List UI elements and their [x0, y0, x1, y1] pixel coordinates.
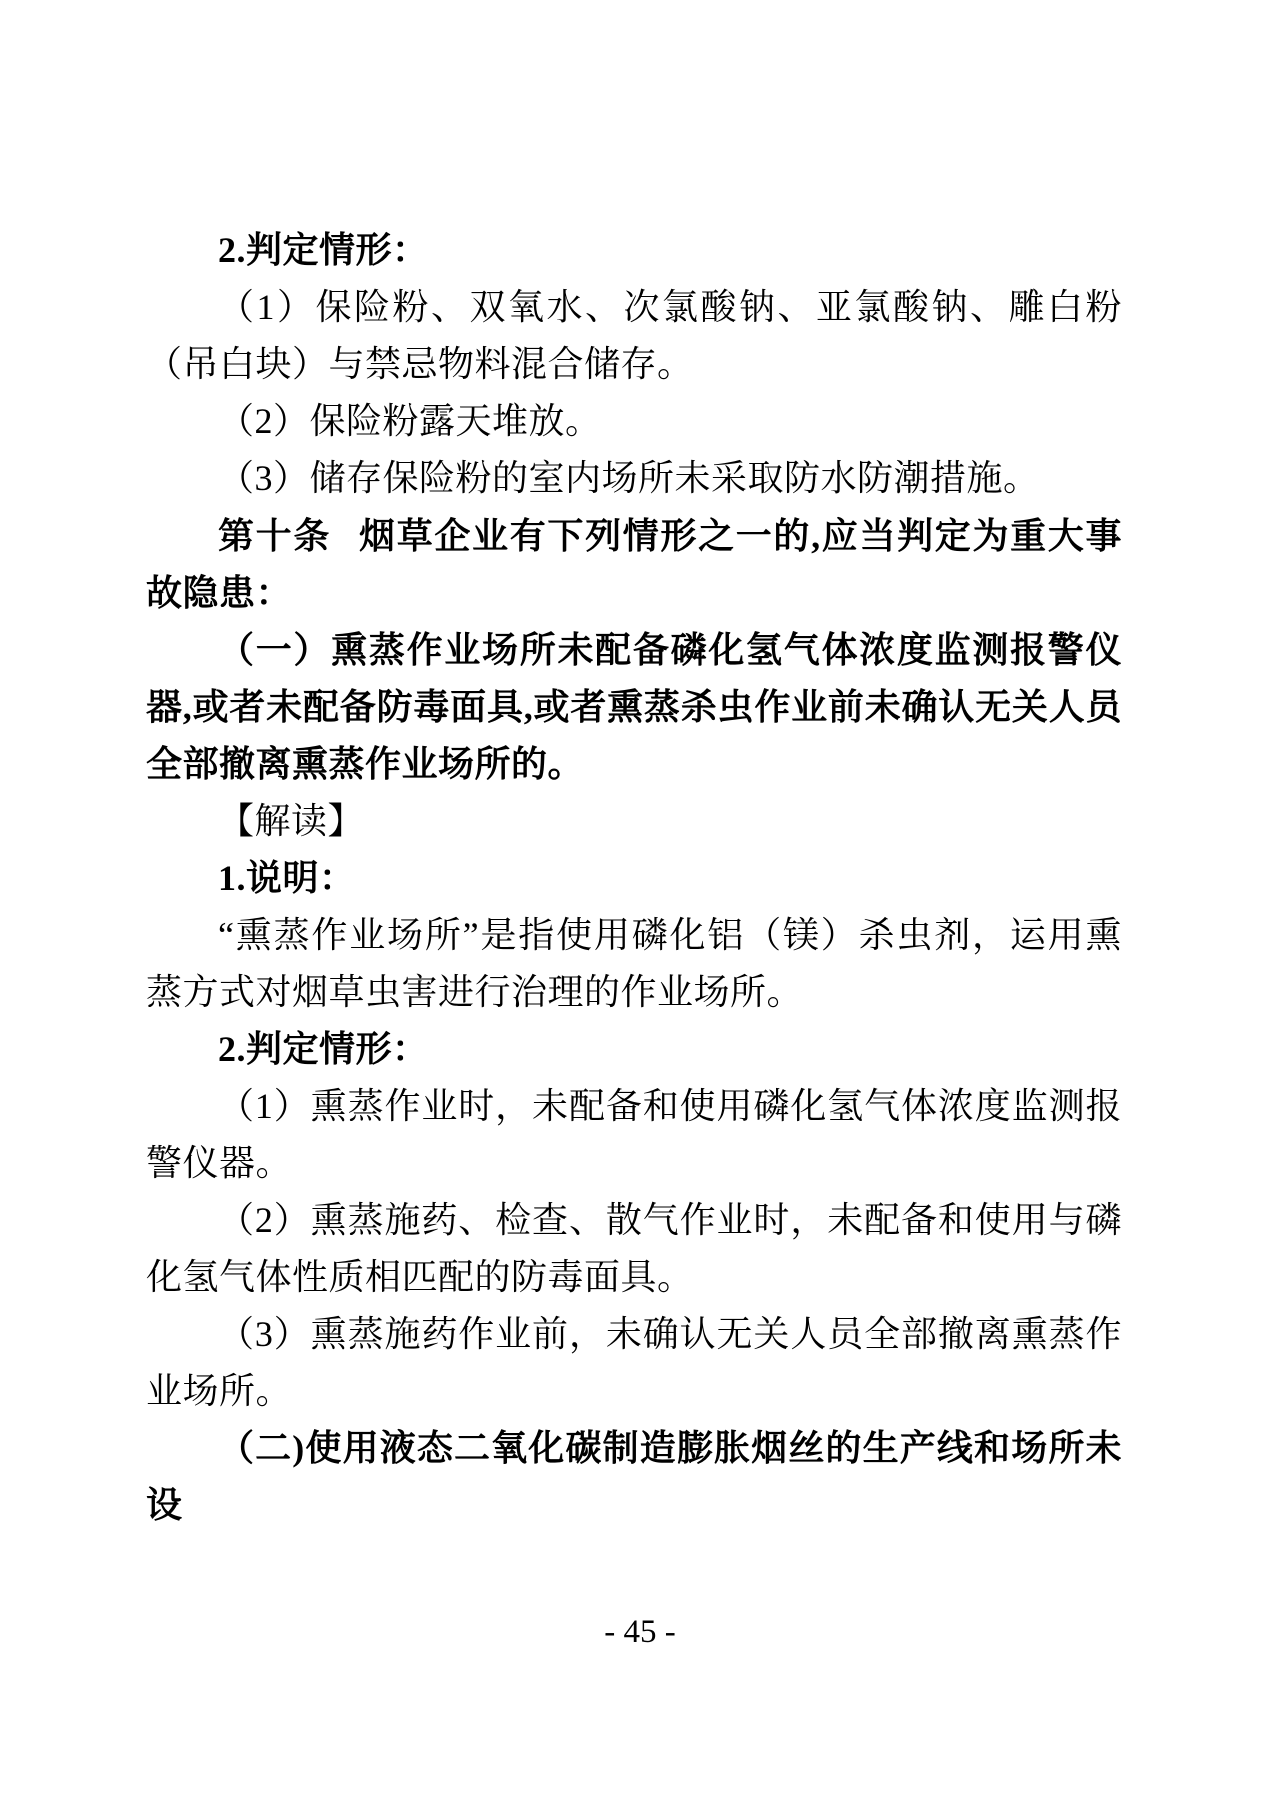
article-10-number: 第十条 [218, 515, 332, 556]
item-b-1: （1）熏蒸作业时，未配备和使用磷化氢气体浓度监测报警仪器。 [146, 1086, 1122, 1183]
article-10 [146, 507, 1122, 622]
item-b-3: （3）熏蒸施药作业前，未确认无关人员全部撤离熏蒸作业场所。 [146, 1314, 1122, 1411]
heading-judging-criteria-b: 2.判定情形： [218, 1029, 429, 1069]
article-10-clause-1: （一）熏蒸作业场所未配备磷化氢气体浓度监测报警仪器,或者未配备防毒面具,或者熏蒸杀虫作业前未确认无关人员全部撤离熏蒸作业场所的。 [146, 630, 1122, 784]
heading-explanation: 1.说明： [218, 858, 356, 898]
item-b-2: （2）熏蒸施药、检查、散气作业时，未配备和使用与磷化氢气体性质相匹配的防毒面具。 [146, 1200, 1122, 1297]
page-number: - 45 - [604, 1614, 676, 1650]
interpretation-heading: 【解读】 [218, 801, 365, 841]
explanation-text: “熏蒸作业场所”是指使用磷化铝（镁）杀虫剂，运用熏蒸方式对烟草虫害进行治理的作业场所。 [146, 915, 1122, 1012]
heading-judging-criteria-a: 2.判定情形： [218, 230, 429, 270]
article-10-text: 烟草企业有下列情形之一的,应当判定为重大事故隐患： [146, 516, 1122, 613]
item-a-2: （2）保险粉露天堆放。 [218, 401, 602, 441]
article-10-clause-2: （二)使用液态二氧化碳制造膨胀烟丝的生产线和场所未设 [146, 1428, 1122, 1525]
document-body [146, 222, 1122, 1534]
item-a-3: （3）储存保险粉的室内场所未采取防水防潮措施。 [218, 458, 1040, 498]
item-a-1: （1）保险粉、双氧水、次氯酸钠、亚氯酸钠、雕白粉（吊白块）与禁忌物料混合储存。 [146, 287, 1122, 384]
